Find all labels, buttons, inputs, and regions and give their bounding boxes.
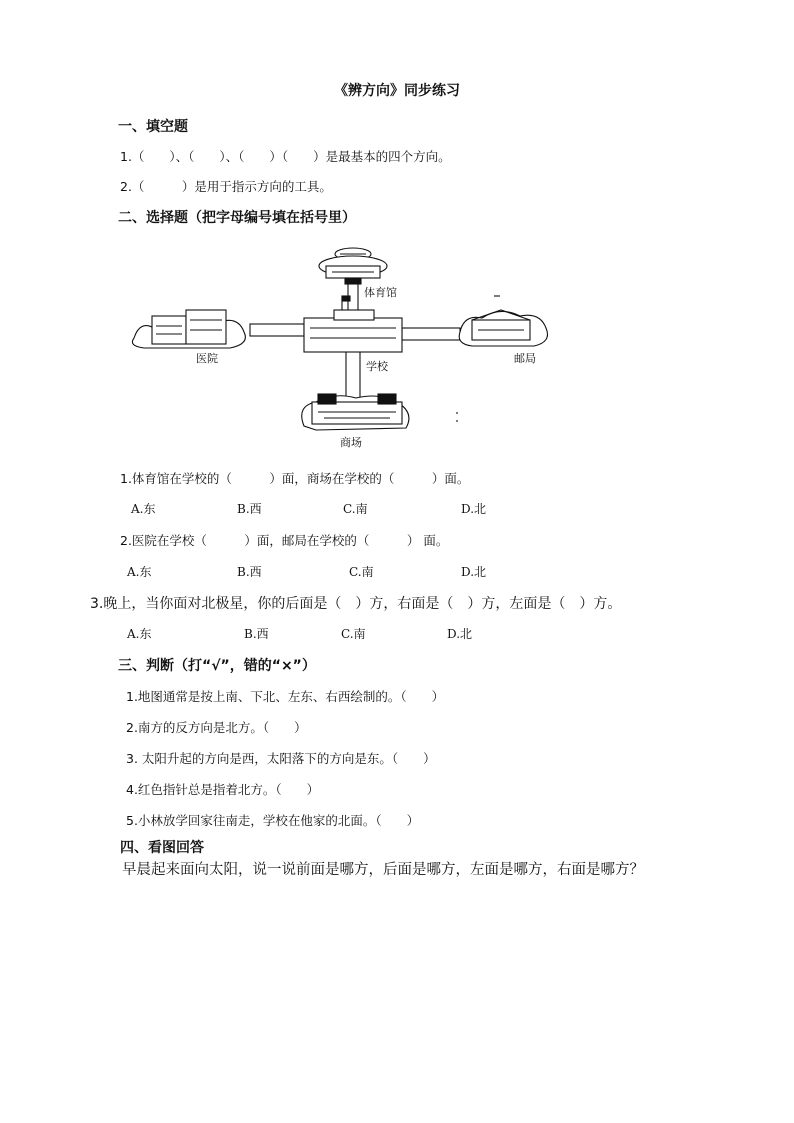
page-title: 《辨方向》同步练习: [334, 83, 460, 99]
q1-option-a: A.东: [131, 502, 156, 516]
q1-option-c: C.南: [343, 502, 368, 516]
section3-heading: 三、判断（打“√”，错的“×”）: [118, 658, 316, 674]
label-post-office: 邮局: [514, 352, 536, 365]
post-office-building: [459, 310, 547, 346]
q2-option-a: A.东: [127, 565, 152, 579]
label-school: 学校: [366, 360, 388, 373]
road-west: [250, 324, 304, 336]
mall-building: [302, 394, 409, 430]
q2-option-b: B.西: [237, 565, 262, 579]
q3-option-c: C.南: [341, 627, 366, 641]
section1-heading: 一、填空题: [118, 119, 188, 135]
label-hospital: 医院: [196, 352, 218, 365]
section2-heading: 二、选择题（把字母编号填在括号里）: [118, 210, 356, 226]
q2-option-c: C.南: [349, 565, 374, 579]
q3-option-a: A.东: [127, 627, 152, 641]
judge-item-5: 5.小林放学回家往南走，学校在他家的北面。（ ）: [126, 813, 420, 828]
gym-building: [319, 248, 387, 284]
judge-item-2: 2.南方的反方向是北方。（ ）: [126, 720, 307, 735]
choice-question-2: 2.医院在学校（ ）面，邮局在学校的（ ） 面。: [120, 533, 449, 548]
q1-option-d: D.北: [461, 502, 487, 516]
judge-item-1: 1.地图通常是按上南、下北、左东、右西绘制的。（ ）: [126, 689, 445, 704]
judge-item-3: 3. 太阳升起的方向是西，太阳落下的方向是东。（ ）: [126, 751, 436, 766]
fill-question-2: 2.（ ）是用于指示方向的工具。: [120, 179, 332, 194]
label-gym: 体育馆: [364, 286, 397, 299]
q3-option-d: D.北: [447, 627, 473, 641]
judge-item-4: 4.红色指针总是指着北方。（ ）: [126, 782, 320, 797]
q2-option-d: D.北: [461, 565, 487, 579]
section4-heading: 四、看图回答: [120, 840, 204, 856]
label-mall: 商场: [340, 436, 362, 449]
choice-question-1: 1.体育馆在学校的（ ）面，商场在学校的（ ）面。: [120, 471, 470, 486]
picture-question: 早晨起来面向太阳，说一说前面是哪方，后面是哪方，左面是哪方，右面是哪方？: [122, 862, 644, 878]
q3-option-b: B.西: [244, 627, 269, 641]
choice-question-3: 3.晚上，当你面对北极星，你的后面是（ ）方，右面是（ ）方，左面是（ ）方。: [90, 596, 622, 612]
fill-question-1: 1.（ ）、（ ）、（ ）（ ）是最基本的四个方向。: [120, 149, 451, 164]
road-south: [346, 346, 360, 404]
road-east: [402, 328, 460, 340]
hospital-building: [132, 310, 245, 348]
q1-option-b: B.西: [237, 502, 262, 516]
direction-map: [120, 236, 560, 458]
